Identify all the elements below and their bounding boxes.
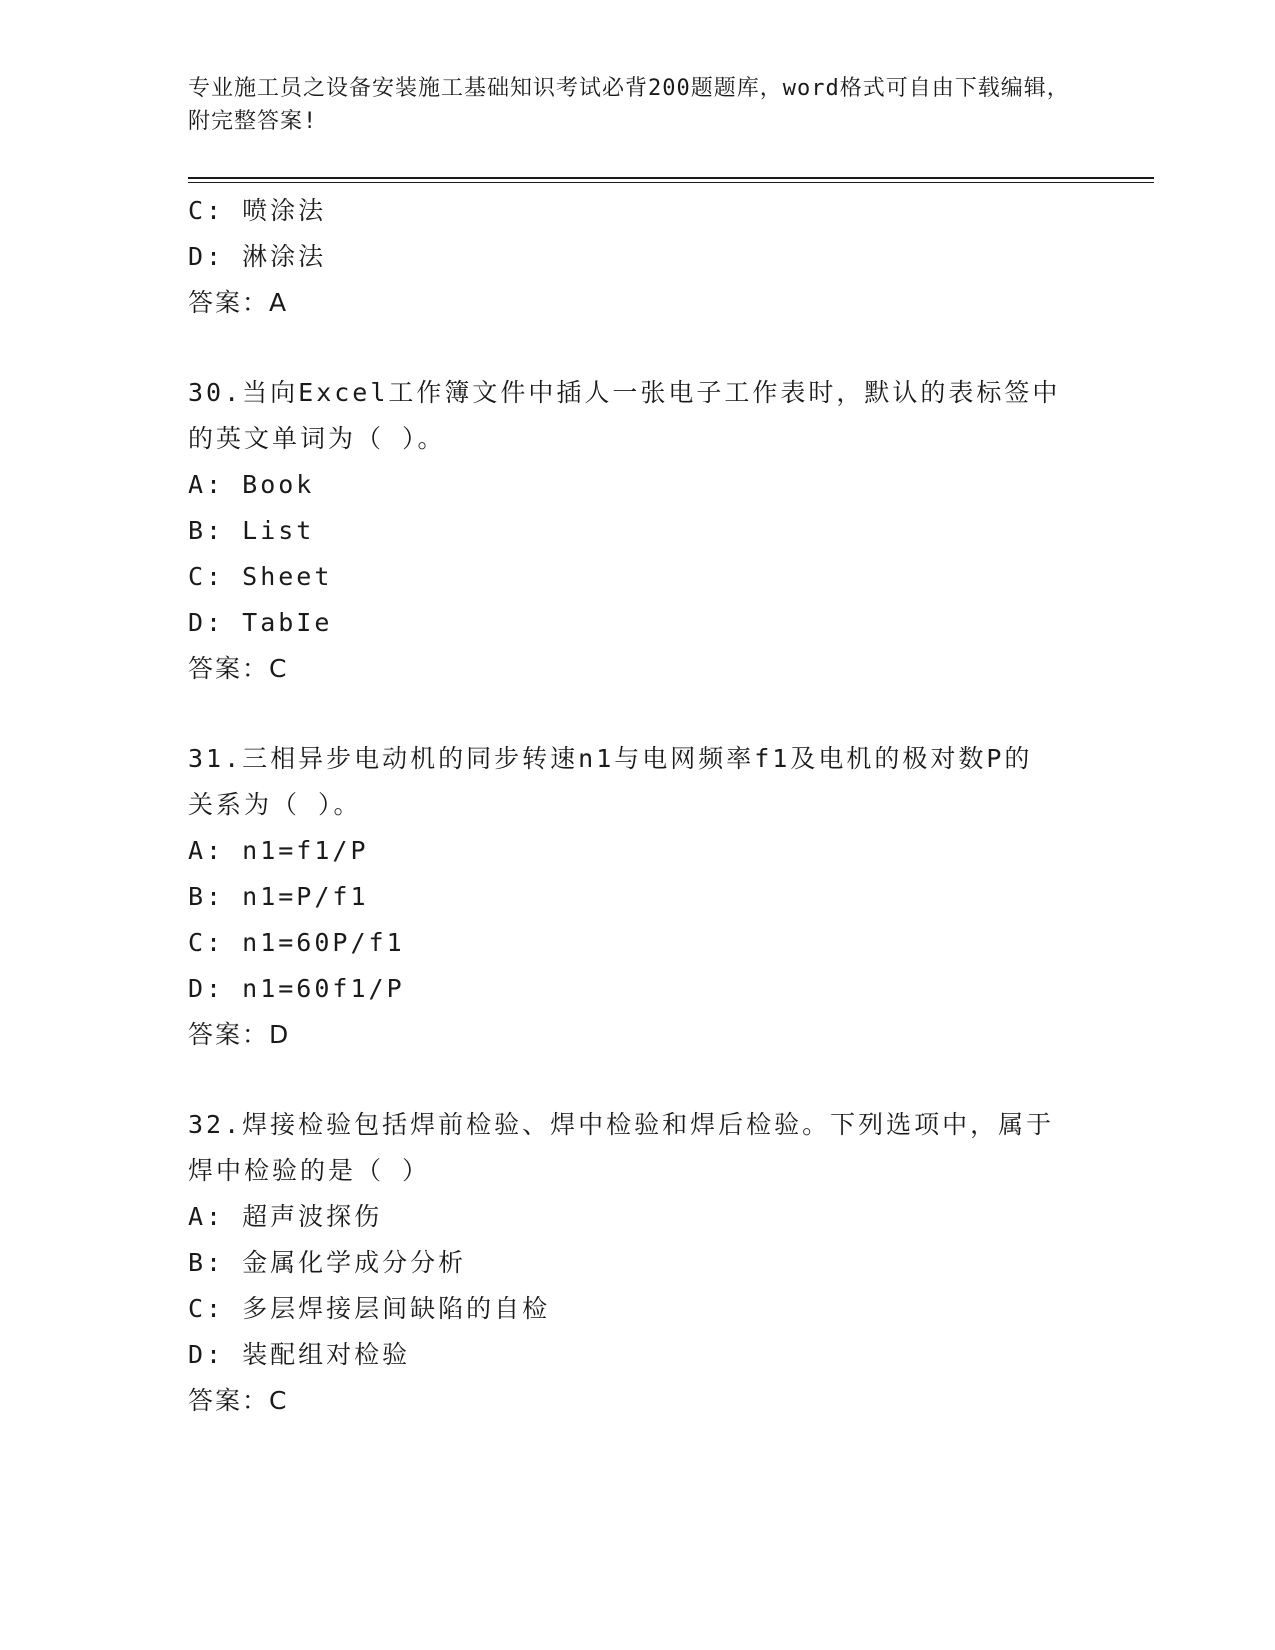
- option-c: C: 多层焊接层间缺陷的自检: [188, 1294, 551, 1323]
- question-stem-line: 的英文单词为（ ）。: [188, 424, 446, 453]
- option-a: A: n1=f1/P: [188, 836, 369, 865]
- question-stem-line: 焊中检验的是（ ）: [188, 1156, 431, 1185]
- question-stem-line: 关系为（ ）。: [188, 790, 362, 819]
- question-30: [188, 370, 1088, 692]
- answer-line: 答案：C: [188, 1386, 289, 1415]
- option-a: A: Book: [188, 470, 315, 499]
- header-rule-thick: [188, 177, 1154, 179]
- option-b: B: 金属化学成分分析: [188, 1248, 467, 1277]
- option-b: B: n1=P/f1: [188, 882, 369, 911]
- option-a: A: 超声波探伤: [188, 1202, 383, 1231]
- answer-line: 答案：A: [188, 288, 289, 317]
- document-header: 专业施工员之设备安装施工基础知识考试必背200题题库，word格式可自由下载编辑，附完整答案!: [188, 76, 1070, 134]
- option-d: D: n1=60f1/P: [188, 974, 405, 1003]
- question-stem-line: 31.三相异步电动机的同步转速n1与电网频率f1及电机的极对数P的: [188, 744, 1033, 773]
- question-32: [188, 1102, 1088, 1424]
- answer-line: 答案：C: [188, 654, 289, 683]
- option-c: C: 喷涂法: [188, 196, 327, 225]
- option-c: C: n1=60P/f1: [188, 928, 405, 957]
- option-b: B: List: [188, 516, 315, 545]
- question-list: [188, 188, 1088, 1424]
- option-d: D: TabIe: [188, 608, 333, 637]
- answer-line: 答案：D: [188, 1020, 291, 1049]
- prev-question-block: [188, 188, 1088, 326]
- option-d: D: 淋涂法: [188, 242, 327, 271]
- question-stem-line: 30.当向Excel工作簿文件中插人一张电子工作表时，默认的表标签中: [188, 378, 1061, 407]
- question-stem-line: 32.焊接检验包括焊前检验、焊中检验和焊后检验。下列选项中，属于: [188, 1110, 1055, 1139]
- option-c: C: Sheet: [188, 562, 333, 591]
- question-31: [188, 736, 1088, 1058]
- header-rule-thin: [188, 182, 1154, 183]
- option-d: D: 装配组对检验: [188, 1340, 411, 1369]
